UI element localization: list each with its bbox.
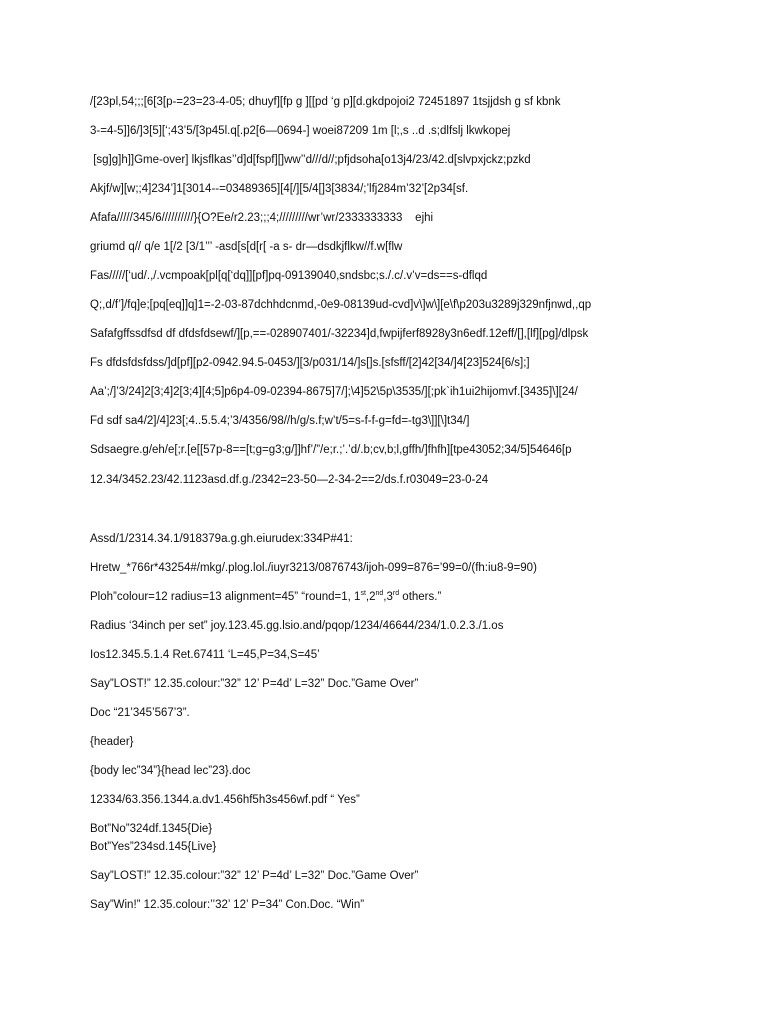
text-line: Fd sdf sa4/2]/4]23[;4..5.5.4;’3/4356/98//h/g/s.f;w’t/5=s-f-f-g=fd=-tg3\]][\]t34/]	[90, 415, 470, 427]
ordinal-suffix: rd	[392, 590, 400, 598]
text-line: Hretw_*766r*43254#/mkg/.plog.lol./iuyr3213/0876743/ijoh-099=876=’99=0/(fh:iu8-9=90)	[90, 562, 537, 574]
text-line: Fs dfdsfdsfdss/]d[pf][p2-0942.94.5-0453/][3/p031/14/]s[]s.[sfsff/[2]42[34/]4[23]524[6/s];]	[90, 357, 530, 369]
text-line: Fas/////[‘ud/.,/.vcmpoak[pl[q[‘dq]][pf]pq-09139040,sndsbc;s./.c/.v’v=ds==s-dflqd	[90, 270, 488, 282]
ploh-text: ,2	[365, 591, 376, 603]
text-line: Ios12.345.5.1.4 Ret.67411 ‘L=45,P=34,S=45’	[90, 649, 320, 661]
text-line: Q;,d/f’]/fq]e;[pq[eq]]q]1=-2-03-87dchhdcnmd,-0e9-08139ud-cvd]v\]w\][e\f\p203u3289j329nfjnwd,,qp	[90, 299, 592, 311]
text-line: Say”LOST!” 12.35.colour:”32” 12’ P=4d’ L=32” Doc.”Game Over”	[90, 678, 419, 690]
ordinal-suffix: nd	[375, 590, 384, 598]
text-line: Assd/1/2314.34.1/918379a.g.gh.eiurudex:334P#41:	[90, 533, 353, 545]
ploh-text: ,3	[383, 591, 393, 603]
text-line: {body lec”34”}{head lec”23}.doc	[90, 765, 251, 777]
ploh-text: others.”	[399, 591, 442, 603]
text-line: /[23pl,54;;;[6[3[p-=23=23-4-05; dhuyf][fp g ][[pd ‘g p][d.gkdpojoi2 72451897 1tsjjdsh g sf kbnk	[90, 96, 561, 108]
ploh-text: Ploh”colour=12 radius=13 alignment=45” “round=1, 1	[90, 591, 361, 603]
text-line: [sg]g]h]]Gme-over] lkjsflkas’’d]d[fspf][]ww’’d///d//;pfjdsoha[o13j4/23/42.d[slvpxjckz;pzkd	[90, 154, 531, 166]
text-line: Radius ‘34inch per set” joy.123.45.gg.lsio.and/pqop/1234/46644/234/1.0.2.3./1.os	[90, 620, 504, 632]
text-line: {header}	[90, 736, 134, 748]
text-line: Say”Win!” 12.35.colour:’’32’ 12’ P=34” Con.Doc. “Win”	[90, 899, 365, 911]
text-line: Akjf/w][w;;4]234’]1[3014--=03489365][4[/][5/4[]3[3834/;’lfj284m’32’[2p34[sf.	[90, 183, 469, 195]
text-line-ploh	[90, 590, 441, 604]
text-line: Bot”Yes”234sd.145{Live}	[90, 841, 217, 853]
text-line: Doc “21’345’567’3”.	[90, 707, 190, 719]
text-line: griumd q// q/e 1[/2 [3/1’’’ -asd[s[d[r[ -a s- dr—dsdkjflkw//f.w[flw	[90, 241, 403, 253]
ordinal-suffix: st	[360, 590, 366, 598]
text-line: Aa’;/]’3/24]2[3;4]2[3;4][4;5]p6p4-09-02394-8675]7/];\4]52\5p\3535/][;pk`ih1ui2hijomvf.[3435]\][24/	[90, 386, 578, 398]
text-line: Bot”No”324df.1345{Die}	[90, 823, 213, 835]
text-line: 12.34/3452.23/42.1123asd.df.g./2342=23-50—2-34-2==2/ds.f.r03049=23-0-24	[90, 474, 489, 486]
text-line: Sdsaegre.g/eh/e[;r.[e[[57p-8==[t;g=g3;g/]]hf’/”/e;r.;’.’d/.b;cv,b;l,gffh/]fhfh][tpe43052;34/5]54646[p	[90, 444, 572, 456]
text-line: 12334/63.356.1344.a.dv1.456hf5h3s456wf.pdf “ Yes”	[90, 794, 360, 806]
text-line: Safafgffssdfsd df dfdsfdsewf/][p,==-028907401/-32234]d,fwpijferf8928y3n6edf.12eff/[],[lf][pg]/dlpsk	[90, 328, 589, 340]
text-line: Afafa/////345/6//////////}{O?Ee/r2.23;;;4;/////////wr’wr/2333333333 ejhi	[90, 212, 434, 224]
text-line: 3-=4-5]]6/]3[5][‘;43’5/[3p45l.q[.p2[6—0694-] woei87209 1m [l;,s ..d .s;dlfslj lkwkopej	[90, 125, 511, 137]
text-line: Say”LOST!” 12.35.colour:”32” 12’ P=4d’ L=32” Doc.”Game Over”	[90, 870, 419, 882]
